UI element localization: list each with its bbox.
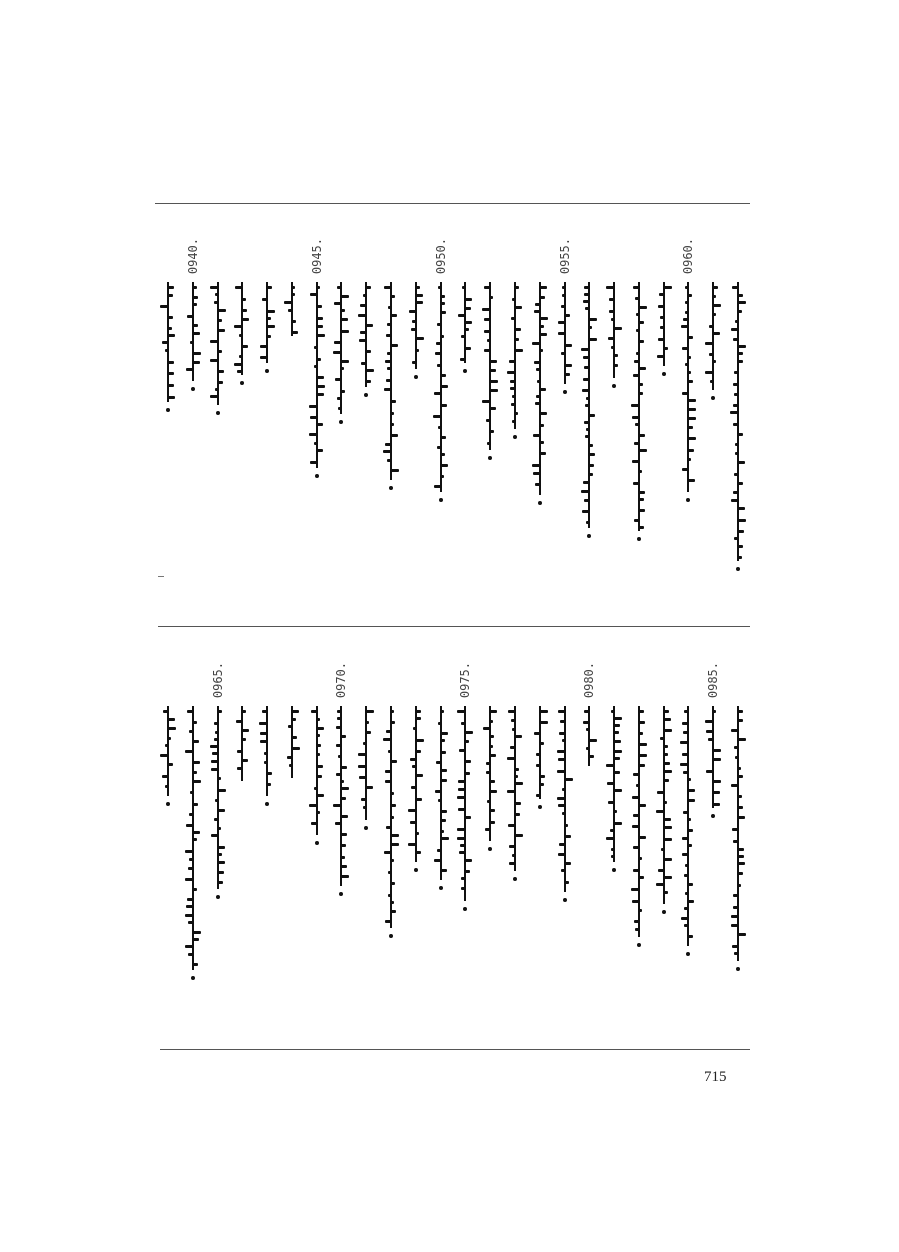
- mongolian-script-line: [582, 706, 596, 766]
- bottom-divider-rule: [160, 1049, 750, 1050]
- mongolian-script-line: [285, 282, 299, 336]
- mongolian-script-line: [458, 282, 472, 363]
- mongolian-script-line: [260, 706, 274, 796]
- mongolian-script-line: [706, 282, 720, 390]
- line-number: 0955.: [558, 238, 572, 275]
- mongolian-script-line: [681, 706, 695, 946]
- mongolian-script-line: [434, 282, 448, 492]
- mongolian-script-line: [409, 706, 423, 862]
- mongolian-script-line: [607, 706, 621, 862]
- mongolian-script-line: [632, 282, 646, 531]
- mongolian-script-line: [384, 282, 398, 480]
- line-number: 0980.: [582, 662, 596, 699]
- mongolian-script-line: [558, 706, 572, 892]
- mongolian-script-line: [235, 706, 249, 781]
- mongolian-script-line: [334, 706, 348, 886]
- line-number: 0985.: [706, 662, 720, 699]
- mongolian-script-line: [706, 706, 720, 808]
- line-number: 0960.: [681, 238, 695, 275]
- mongolian-script-line: [731, 282, 745, 561]
- mongolian-script-line: [384, 706, 398, 928]
- mongolian-script-line: [508, 282, 522, 429]
- page-number: 715: [704, 1069, 727, 1085]
- mongolian-script-line: [731, 706, 745, 961]
- mongolian-script-line: [483, 282, 497, 450]
- mongolian-script-line: [186, 706, 200, 970]
- mongolian-script-line: [434, 706, 448, 880]
- line-number: 0975.: [458, 662, 472, 699]
- mongolian-script-line: [607, 282, 621, 378]
- mongolian-script-line: [681, 282, 695, 492]
- scan-speck: [158, 576, 164, 577]
- line-number: 0970.: [334, 662, 348, 699]
- line-number: 0945.: [310, 238, 324, 275]
- mongolian-script-line: [285, 706, 299, 778]
- mongolian-script-line: [211, 282, 225, 405]
- middle-divider-rule: [158, 626, 750, 627]
- mongolian-script-line: [533, 706, 547, 799]
- lower-verse-panel: [160, 662, 750, 1007]
- mongolian-script-line: [359, 282, 373, 387]
- mongolian-script-line: [533, 282, 547, 495]
- mongolian-script-line: [310, 706, 324, 835]
- mongolian-script-line: [632, 706, 646, 937]
- mongolian-script-line: [161, 282, 175, 402]
- mongolian-script-line: [260, 282, 274, 363]
- mongolian-script-line: [458, 706, 472, 901]
- mongolian-script-line: [657, 706, 671, 904]
- mongolian-script-line: [409, 282, 423, 369]
- mongolian-script-line: [161, 706, 175, 796]
- upper-verse-panel: [160, 238, 750, 583]
- mongolian-script-line: [657, 282, 671, 366]
- mongolian-script-line: [359, 706, 373, 820]
- line-number: 0950.: [434, 238, 448, 275]
- mongolian-script-line: [508, 706, 522, 871]
- mongolian-script-line: [558, 282, 572, 384]
- mongolian-script-line: [235, 282, 249, 375]
- line-number: 0965.: [211, 662, 225, 699]
- mongolian-script-line: [483, 706, 497, 841]
- line-number: 0940.: [186, 238, 200, 275]
- mongolian-script-line: [334, 282, 348, 414]
- mongolian-script-line: [211, 706, 225, 889]
- mongolian-script-line: [310, 282, 324, 468]
- mongolian-script-line: [582, 282, 596, 528]
- mongolian-script-line: [186, 282, 200, 381]
- top-divider-rule: [155, 203, 750, 204]
